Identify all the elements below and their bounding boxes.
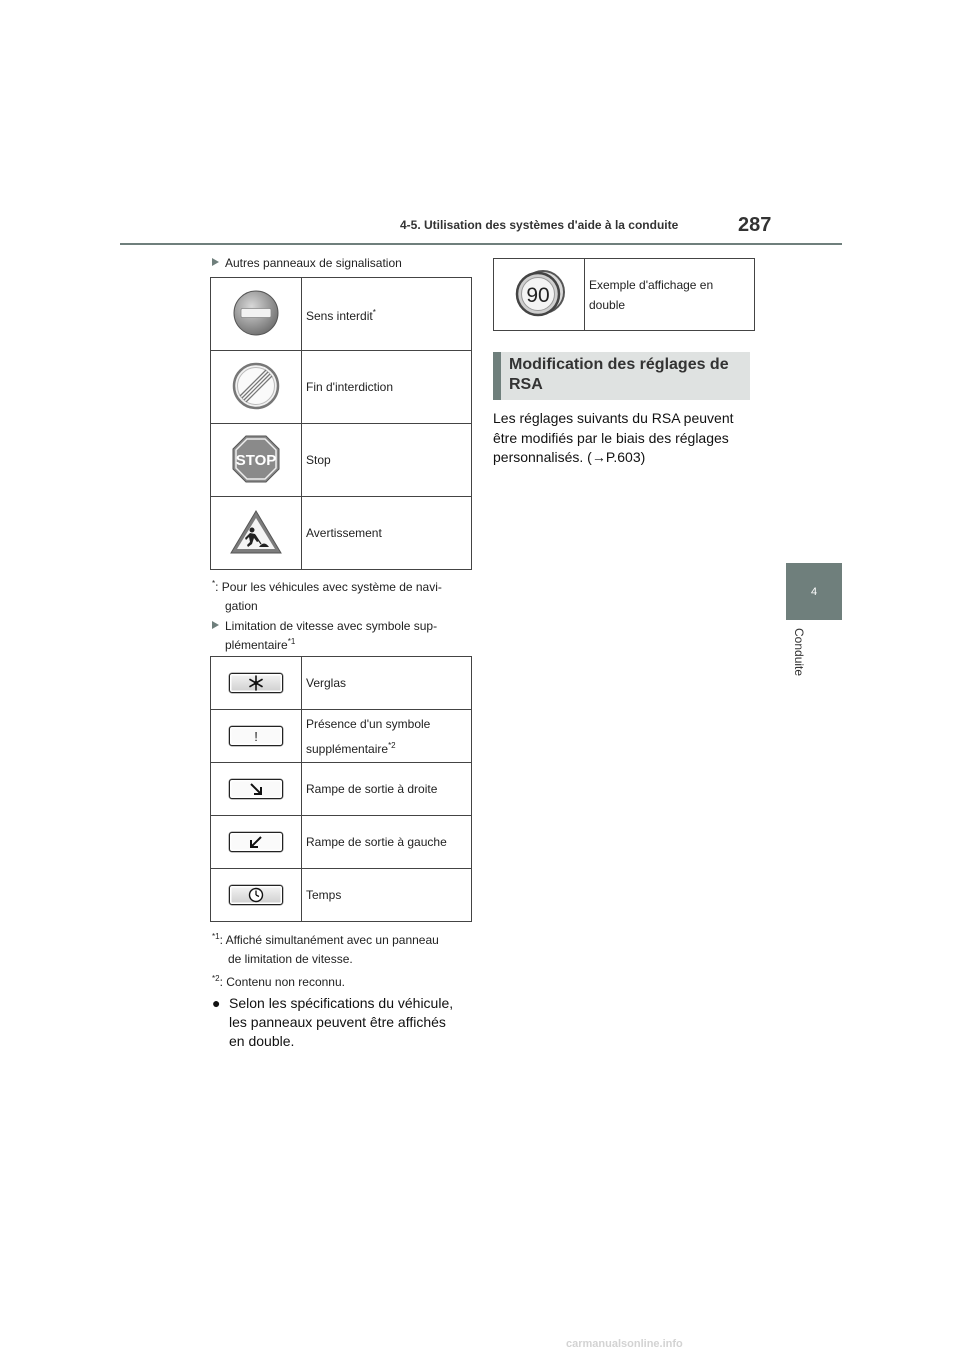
exit-left-arrow-panel-icon — [211, 816, 302, 869]
table-row — [211, 497, 472, 570]
footnote-nav: *: Pour les véhicules avec système de navi- gation — [212, 579, 442, 613]
chapter-tab[interactable] — [786, 563, 842, 620]
dot-bullet-icon: ● — [212, 995, 221, 1011]
table-row — [211, 816, 472, 869]
end-of-restriction-sign-icon — [211, 351, 302, 424]
watermark: carmanualsonline.info — [566, 1338, 683, 1350]
section-title: 4-5. Utilisation des systèmes d'aide à la conduite — [400, 218, 679, 232]
supplementary-signs-table — [210, 656, 472, 922]
sign-label: Avertissement — [302, 497, 472, 570]
clock-panel-icon — [211, 869, 302, 922]
table-row — [211, 657, 472, 710]
table-row — [211, 763, 472, 816]
settings-paragraph: Les réglages suivants du RSA peuvent être modifiés par le biais des réglages personnalisés. (→P.603) — [493, 410, 734, 465]
speed-limit-heading: Limitation de vitesse avec symbole sup- plémentaire$^{*1}$ — [212, 619, 472, 653]
double-display-table — [493, 258, 755, 331]
sign-label: Temps — [302, 869, 472, 922]
other-signs-table — [210, 277, 472, 570]
table-row — [211, 278, 472, 351]
triangle-bullet-icon — [212, 258, 219, 266]
double-speed-sign-icon — [494, 259, 585, 331]
sign-label: Verglas — [302, 657, 472, 710]
exit-right-arrow-panel-icon — [211, 763, 302, 816]
no-entry-sign-icon — [211, 278, 302, 351]
table-row — [211, 351, 472, 424]
double-display-note: ● Selon les spécifications du véhicule, les panneaux peuvent être affichés en double. — [212, 995, 454, 1049]
page-number: 287 — [738, 214, 772, 236]
page-reference-link[interactable]: P.603) — [605, 449, 646, 465]
sign-label: Présence d'un symbole supplémentaire$^{*2}$ — [302, 710, 472, 763]
ice-snowflake-panel-icon — [211, 657, 302, 710]
svg-text:90: 90 — [526, 284, 550, 307]
sign-label: Exemple d'affichage en double — [585, 259, 755, 331]
footnote-2: $^{*2}$: Contenu non reconnu. — [212, 974, 345, 989]
chapter-number: 4 — [810, 585, 818, 598]
arrow-icon: → — [591, 449, 606, 465]
table-row — [211, 869, 472, 922]
exclamation-panel-icon: ! — [211, 710, 302, 763]
sign-label: Sens interdit* — [302, 278, 472, 351]
stop-sign-icon — [211, 424, 302, 497]
table-row — [211, 710, 472, 763]
sign-label: Stop — [302, 424, 472, 497]
table-row — [494, 259, 755, 331]
settings-section-title: Modification des réglages de RSA — [493, 352, 750, 400]
other-signs-heading: Autres panneaux de signalisation — [212, 256, 402, 271]
table-row — [211, 424, 472, 497]
header-rule — [120, 243, 842, 245]
sign-label: Rampe de sortie à droite — [302, 763, 472, 816]
sign-label: Fin d'interdiction — [302, 351, 472, 424]
roadworks-warning-sign-icon — [211, 497, 302, 570]
footnote-1: $^{*1}$: Affiché simultanément avec un panneau de limitation de vitesse. — [212, 932, 439, 966]
chapter-label: Conduite — [792, 628, 806, 677]
svg-text:STOP: STOP — [235, 451, 277, 469]
triangle-bullet-icon — [212, 621, 219, 629]
sign-label: Rampe de sortie à gauche — [302, 816, 472, 869]
